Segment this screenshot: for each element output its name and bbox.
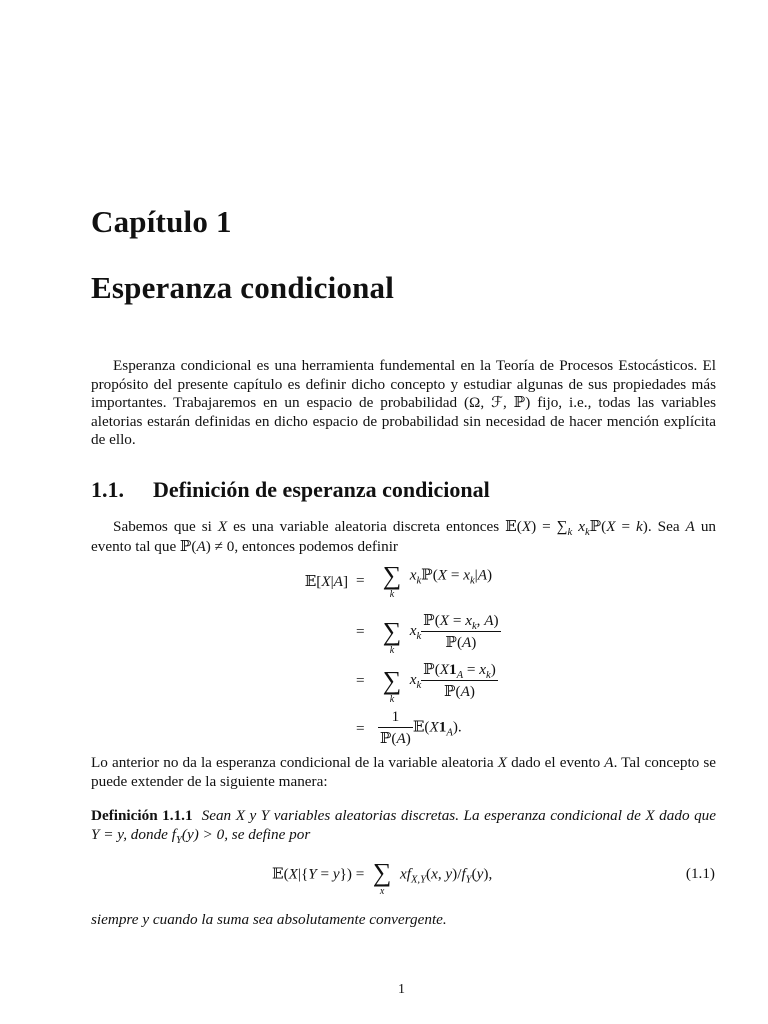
- equation-1-1: 𝔼(X|{Y = y}) = ∑ x $xf_{X,Y}(x$, $y)/f_Y(y)$,: [272, 858, 493, 897]
- intro-paragraph: Esperanza condicional es una herramienta fundemental en la Teoría de Procesos Estocásticos. El propósito del presente capítulo es definir dicho concepto y estudiar algunas de sus propiedades más importantes. Trabajaremos en un espacio de probabilidad (Ω, ℱ, ℙ) fijo, i.e., todas las variables aletorias estarán definidas en dicho espacio de probabilidad sin necesidad de hacer mención explícita de ello.: [91, 357, 716, 448]
- section-title: Definición de esperanza condicional: [153, 477, 490, 502]
- paragraph-discrete-expectation: Sabemos que si X es una variable aleatoria discreta entonces 𝔼(X) = $\sum_k$ $x_kℙ(X = k)$. Sea A un evento tal que ℙ(A) ≠ 0, entonces podemos definir: [91, 517, 717, 555]
- section-heading: [91, 477, 490, 503]
- paragraph-extension: Lo anterior no da la esperanza condicional de la variable aleatoria X dado el evento A. Tal concepto se puede extender de la siguiente manera:: [91, 754, 717, 790]
- equation-row: = ∑ k $x_k$ $\frac{ℙ(X1_A = x_k)}{\text{ℙ(A)}}$: [356, 660, 496, 705]
- definition-tail: siempre y cuando la suma sea absolutamente convergente.: [91, 911, 447, 928]
- equation-row: = ∑ k $x_k$ $\frac{ℙ(X = x_k, A)}{\text{ℙ(A)}}$: [356, 611, 499, 656]
- chapter-label: Capítulo 1: [91, 204, 232, 239]
- definition-label: Definición 1.1.1: [91, 807, 193, 824]
- equation-number: (1.1): [685, 865, 715, 882]
- section-number: 1.1.: [91, 477, 124, 502]
- equation-row: = $\frac{1}{\text{ℙ(A)}}$ $𝔼(X1_A)$.: [356, 708, 462, 747]
- equation-row: 𝔼[X|A] = ∑ k $x_kℙ(X = x_k|A)$: [304, 561, 493, 600]
- chapter-title: Esperanza condicional: [91, 270, 395, 305]
- page-number: 1: [398, 982, 405, 997]
- definition-1-1-1: Definición 1.1.1 Sean X y Y variables aleatorias discretas. La esperanza condicional de X dado que Y = y, donde $f_Y(y) > 0$, se define por: [91, 807, 716, 846]
